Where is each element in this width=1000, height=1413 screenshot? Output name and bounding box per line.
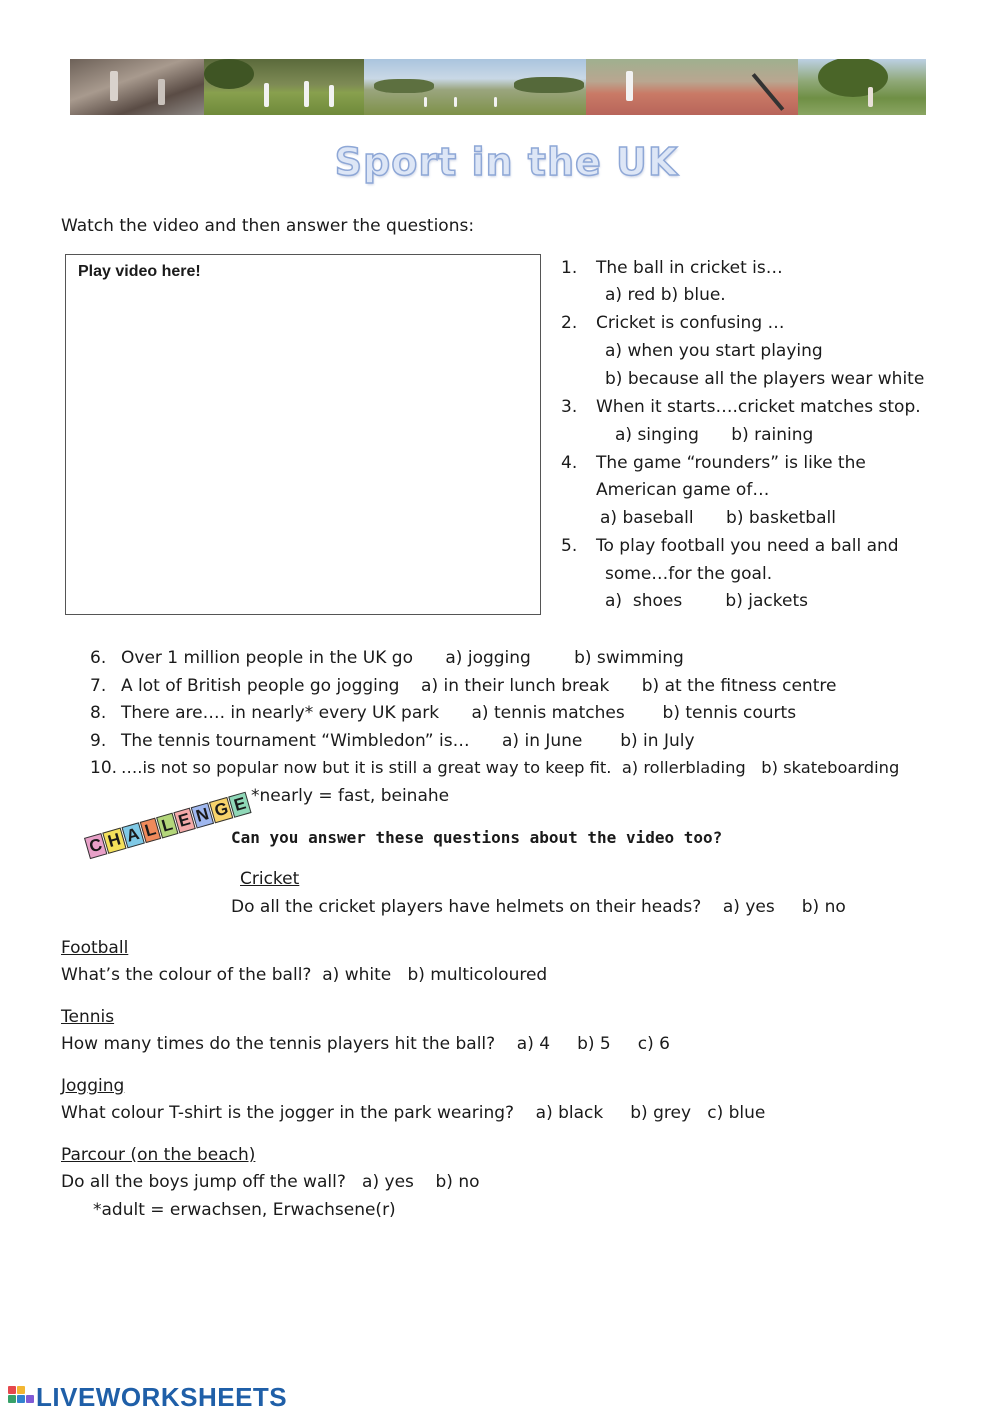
banner-photo-jogging: [798, 59, 926, 115]
question-text[interactable]: Over 1 million people in the UK go a) jogging b) swimming: [121, 648, 684, 668]
question-text-continued: some…for the goal.: [605, 564, 773, 584]
challenge-heading: Can you answer these questions about the video too?: [231, 828, 723, 847]
nearly-footnote: *nearly = fast, beinahe: [251, 786, 450, 806]
question-number: 4.: [561, 453, 578, 473]
question-number: 7.: [90, 676, 107, 696]
logo-mark-icon: [8, 1386, 34, 1410]
section-heading-parcour: Parcour (on the beach): [61, 1145, 256, 1165]
section-heading-football: Football: [61, 938, 129, 958]
question-number: 5.: [561, 536, 578, 556]
challenge-letter: N: [191, 802, 215, 828]
banner-photo-football: [204, 59, 364, 115]
section-question-parcour[interactable]: Do all the boys jump off the wall? a) yes b) no: [61, 1172, 480, 1192]
question-text: Cricket is confusing …: [596, 313, 785, 333]
question-text[interactable]: A lot of British people go jogging a) in their lunch break b) at the fitness centre: [121, 676, 837, 696]
video-label: Play video here!: [78, 263, 201, 280]
question-text-continued: American game of…: [596, 480, 770, 500]
instruction-text: Watch the video and then answer the questions:: [61, 216, 475, 236]
question-number: 10.: [90, 758, 118, 778]
banner-photo-tennis: [586, 59, 798, 115]
section-question-tennis[interactable]: How many times do the tennis players hit the ball? a) 4 b) 5 c) 6: [61, 1034, 670, 1054]
question-text: To play football you need a ball and: [596, 536, 899, 556]
banner-photo-skateboarders: [70, 59, 204, 115]
challenge-letter: A: [121, 822, 145, 848]
banner-photo-strip: [70, 59, 926, 115]
question-text[interactable]: The tennis tournament “Wimbledon” is… a) in June b) in July: [121, 731, 695, 751]
challenge-letter: E: [173, 808, 196, 834]
page-title: Sport in the UK: [334, 140, 679, 184]
question-number: 1.: [561, 258, 578, 278]
challenge-letter: C: [84, 833, 108, 859]
question-text: The game “rounders” is like the: [596, 453, 866, 473]
answer-options[interactable]: a) baseball b) basketball: [600, 508, 836, 528]
challenge-letter: L: [140, 818, 162, 844]
section-heading-tennis: Tennis: [61, 1007, 115, 1027]
question-text[interactable]: There are…. in nearly* every UK park a) tennis matches b) tennis courts: [121, 703, 797, 723]
answer-options[interactable]: a) shoes b) jackets: [605, 591, 808, 611]
adult-footnote: *adult = erwachsen, Erwachsene(r): [93, 1200, 396, 1220]
question-number: 6.: [90, 648, 107, 668]
answer-options[interactable]: a) red b) blue.: [605, 285, 726, 305]
question-text: The ball in cricket is…: [596, 258, 783, 278]
liveworksheets-logo[interactable]: [8, 1382, 287, 1413]
answer-option[interactable]: b) because all the players wear white: [605, 369, 925, 389]
question-number: 2.: [561, 313, 578, 333]
logo-text: LIVEWORKSHEETS: [36, 1382, 288, 1412]
section-question-football[interactable]: What’s the colour of the ball? a) white b) multicoloured: [61, 965, 548, 985]
question-number: 8.: [90, 703, 107, 723]
challenge-letter: L: [156, 813, 178, 839]
question-number: 9.: [90, 731, 107, 751]
answer-options[interactable]: a) singing b) raining: [615, 425, 814, 445]
section-heading-cricket: Cricket: [240, 869, 300, 889]
challenge-badge: [84, 791, 252, 859]
section-question-cricket[interactable]: Do all the cricket players have helmets on their heads? a) yes b) no: [231, 897, 846, 917]
question-text[interactable]: ….is not so popular now but it is still a great way to keep fit. a) rollerblading b) skateboarding: [121, 758, 900, 777]
video-placeholder[interactable]: [65, 254, 541, 615]
challenge-letter: H: [103, 828, 127, 854]
section-question-jogging[interactable]: What colour T-shirt is the jogger in the park wearing? a) black b) grey c) blue: [61, 1103, 766, 1123]
challenge-letter: E: [229, 792, 252, 818]
answer-option[interactable]: a) when you start playing: [605, 341, 823, 361]
section-heading-jogging: Jogging: [61, 1076, 125, 1096]
question-number: 3.: [561, 397, 578, 417]
challenge-letter: G: [209, 797, 234, 823]
question-text: When it starts….cricket matches stop.: [596, 397, 921, 417]
banner-photo-cricket: [364, 59, 586, 115]
